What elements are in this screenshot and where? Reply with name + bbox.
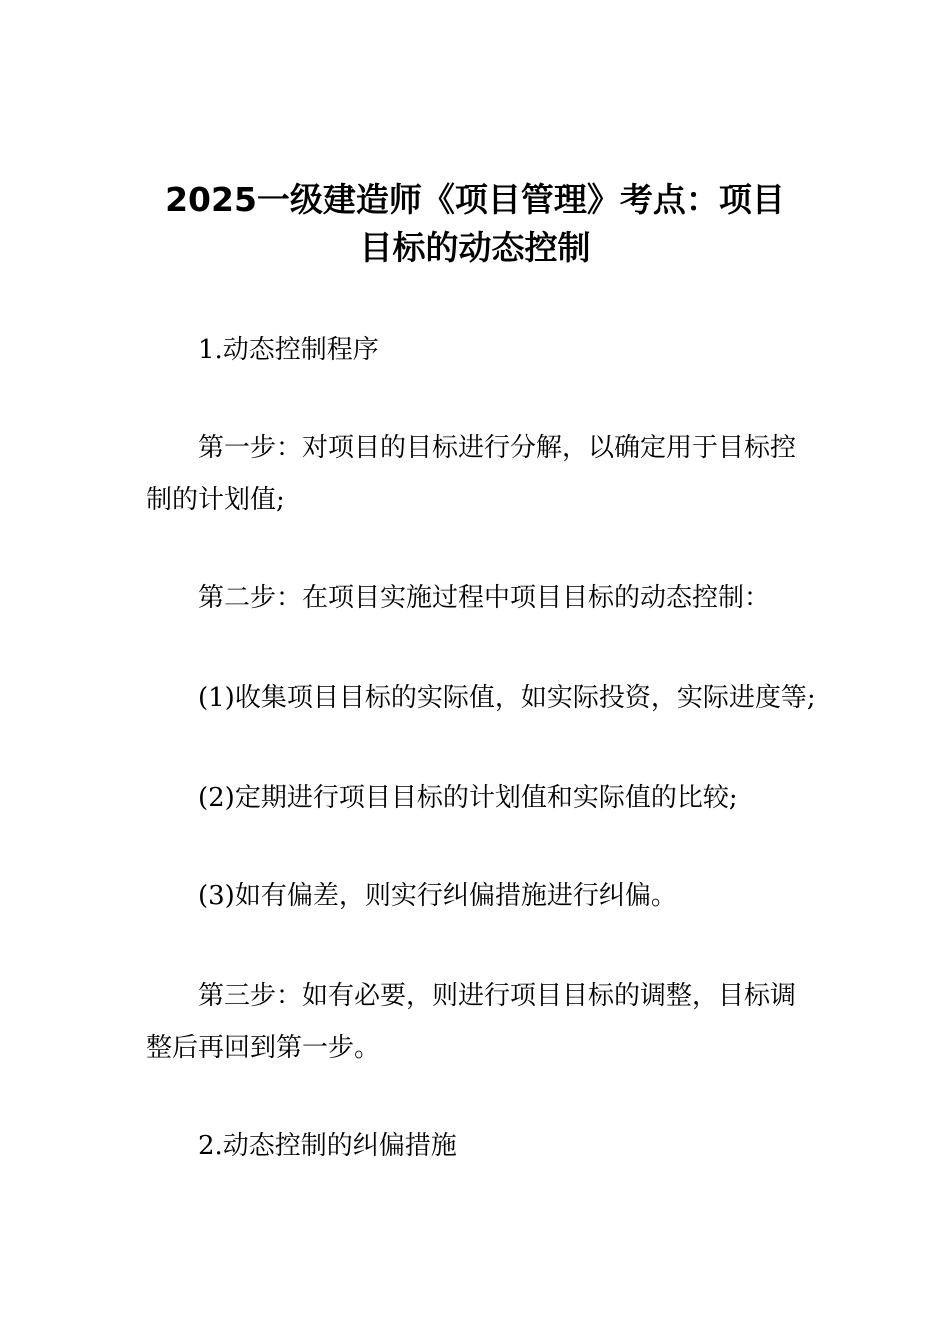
- step-two-item-3: (3)如有偏差，则实行纠偏措施进行纠偏。: [198, 881, 677, 911]
- step-two-item-2: (2)定期进行项目目标的计划值和实际值的比较;: [198, 783, 738, 813]
- document-title-line-2: 目标的动态控制: [359, 228, 591, 267]
- step-two: 第二步：在项目实施过程中项目目标的动态控制：: [198, 583, 771, 613]
- step-three-line-1: 第三步：如有必要，则进行项目目标的调整，目标调: [198, 981, 797, 1011]
- step-three-line-2: 整后再回到第一步。: [146, 1033, 381, 1063]
- section-heading-1: 1.动态控制程序: [198, 335, 379, 365]
- step-one-line-1: 第一步：对项目的目标进行分解，以确定用于目标控: [198, 433, 797, 463]
- section-heading-2: 2.动态控制的纠偏措施: [198, 1131, 457, 1161]
- document-title-line-1: 2025一级建造师《项目管理》考点：项目: [165, 180, 785, 219]
- step-one-line-2: 制的计划值;: [146, 485, 285, 515]
- step-two-item-1: (1)收集项目目标的实际值，如实际投资，实际进度等;: [198, 683, 816, 713]
